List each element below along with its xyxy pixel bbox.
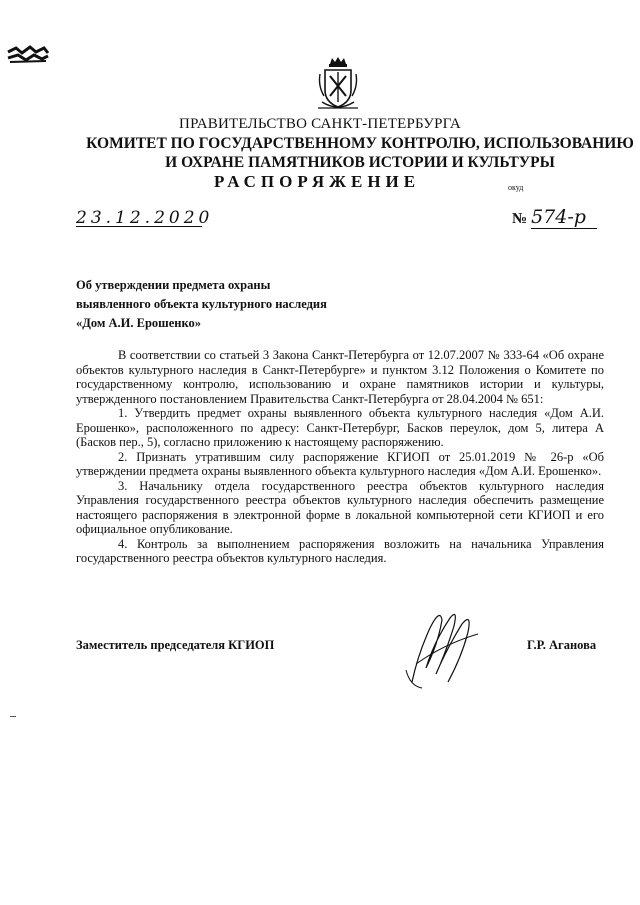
body-item-3: 3. Начальнику отдела государственного реестра объектов культурного наследия Управления государственного реестра объектов культурного наследия обеспечить размещение настоящего распоряжения в электронной форме в локальной компьютерной сети КГИОП и его официальное опубликование. — [76, 478, 604, 536]
committee-name — [60, 134, 640, 172]
document-subject — [76, 276, 327, 333]
subject-line2: выявленного объекта культурного наследия — [76, 297, 327, 311]
document-date — [76, 208, 214, 228]
subject-line1: Об утверждении предмета охраны — [76, 278, 271, 292]
body-item-4: 4. Контроль за выполнением распоряжения возложить на начальника Управления государственного реестра объектов культурного наследия. — [76, 536, 604, 565]
signatory-name: Г.Р. Аганова — [527, 638, 597, 652]
body-item-2: 2. Признать утратившим силу распоряжение КГИОП от 25.01.2019 № 26-р «Об утверждении предмета охраны выявленного объекта культурного наследия «Дом А.И. Ерошенко». — [76, 449, 604, 478]
government-name: ПРАВИТЕЛЬСТВО САНКТ-ПЕТЕРБУРГА — [179, 116, 461, 132]
body-intro-paragraph: В соответствии со статьей 3 Закона Санкт-Петербурга от 12.07.2007 № 333-64 «Об охране объектов культурного наследия в Санкт-Петербурге» и пунктом 3.12 Положения о Комитете по государственному контролю, использованию и охране памятников истории и культуры, утвержденного постановлением Правительства Санкт-Петербурга от 28.04.2004 № 651: — [76, 348, 604, 406]
okud-label: окуд — [508, 183, 524, 192]
signatory-position: Заместитель председателя КГИОП — [76, 638, 275, 652]
document-date-value: 23.12.2020 — [76, 208, 214, 228]
number-sign: № — [512, 211, 528, 227]
coat-of-arms-emblem — [316, 56, 360, 114]
document-type-title: РАСПОРЯЖЕНИЕ — [214, 172, 421, 191]
handwritten-signature — [404, 604, 484, 690]
document-body — [76, 348, 604, 566]
body-item-1: 1. Утвердить предмет охраны выявленного объекта культурного наследия «Дом А.И. Ерошенко», расположенного по адресу: Санкт-Петербург, Басков переулок, дом 5, литера А (Басков пер., 5), согласно приложению к настоящему распоряжению. — [76, 406, 604, 449]
document-number — [512, 206, 597, 229]
margin-dash — [10, 716, 16, 717]
committee-name-line1: КОМИТЕТ ПО ГОСУДАРСТВЕННОМУ КОНТРОЛЮ, ИСПОЛЬЗОВАНИЮ — [86, 135, 634, 152]
subject-line3: «Дом А.И. Ерошенко» — [76, 316, 202, 330]
document-number-value: 574-р — [531, 206, 597, 229]
corner-scribble-mark — [6, 44, 50, 66]
committee-name-line2: И ОХРАНЕ ПАМЯТНИКОВ ИСТОРИИ И КУЛЬТУРЫ — [165, 154, 555, 171]
